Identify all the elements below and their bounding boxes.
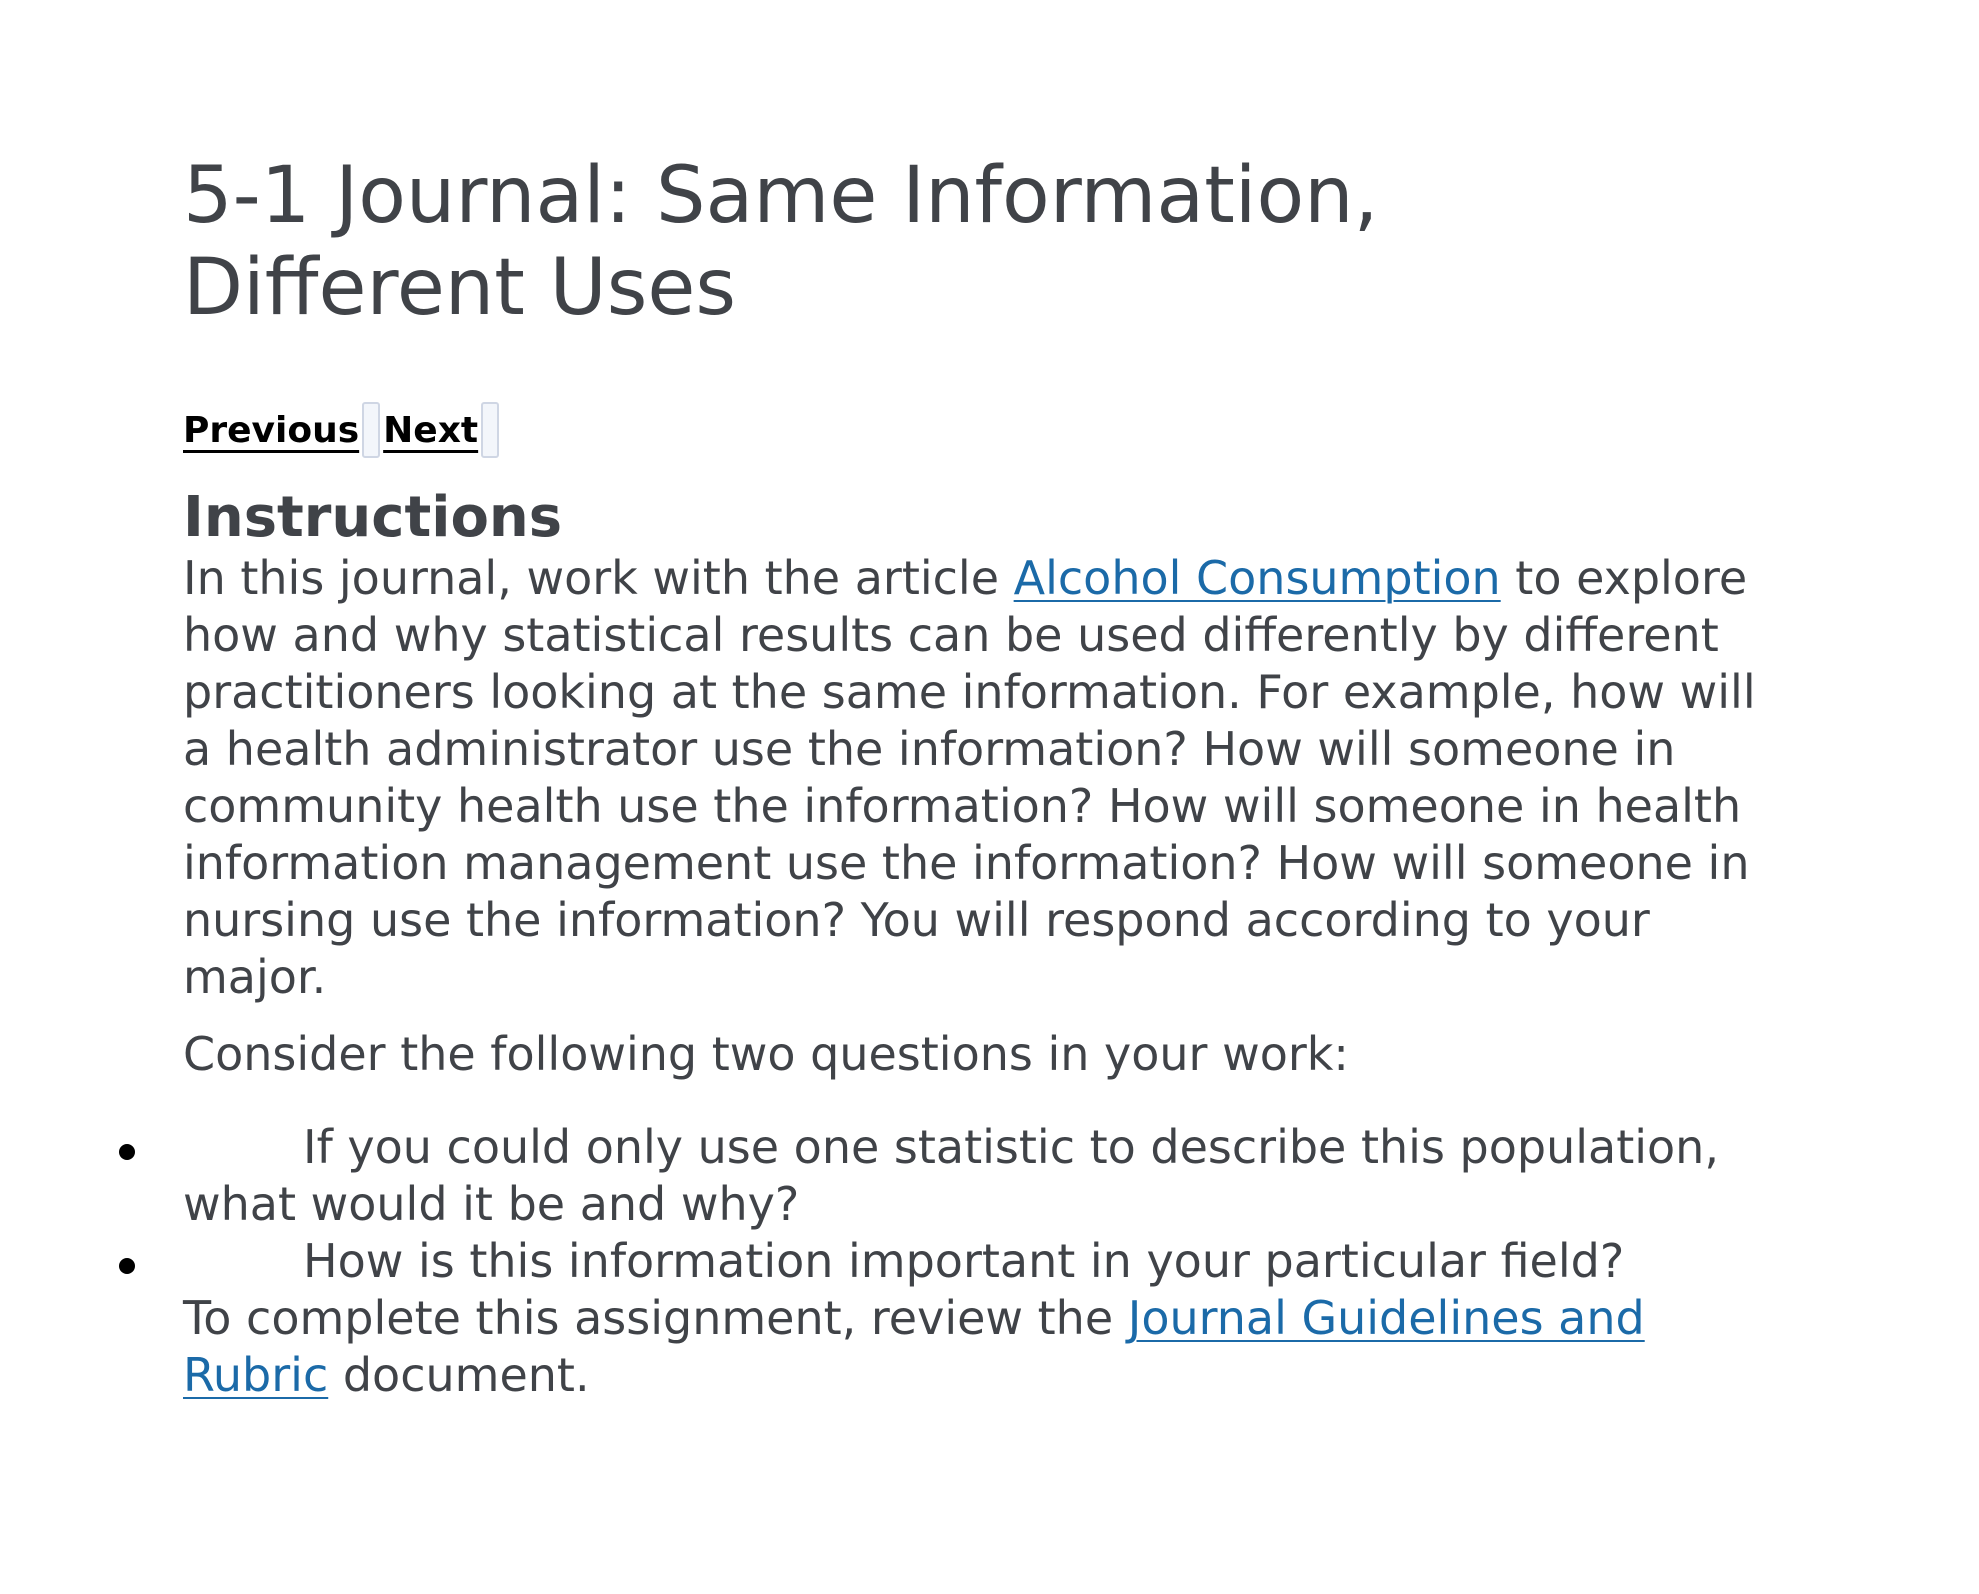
bullet-icon <box>119 1258 135 1274</box>
questions-intro: Consider the following two questions in your work: <box>183 1027 1349 1081</box>
journal-guidelines-link[interactable]: Journal Guidelines and Rubric <box>183 1291 1645 1402</box>
list-item <box>183 1233 1773 1290</box>
previous-link[interactable]: Previous <box>183 409 360 451</box>
next-link[interactable]: Next <box>383 409 479 451</box>
instructions-heading: Instructions <box>183 485 563 550</box>
paragraph-text-before-link: In this journal, work with the article <box>183 551 1014 605</box>
alcohol-consumption-link[interactable]: Alcohol Consumption <box>1013 551 1501 605</box>
closing-text-after-link: document. <box>328 1348 590 1402</box>
bullet-icon <box>119 1144 135 1160</box>
question-text: If you could only use one statistic to describe this population, what would it be and why? <box>183 1120 1719 1231</box>
document-page <box>183 150 1773 1404</box>
question-text: How is this information important in your particular field? <box>303 1234 1625 1288</box>
previous-arrow-icon[interactable] <box>362 402 380 458</box>
paragraph-text-after-link: to explore how and why statistical results can be used differently by different practitioners looking at the same information. For example, how will a health administrator use the information? How will someone in community health use the information? How will someone in health information management use the information? How will someone in nursing use the information? You will respond according to your major. <box>183 551 1756 1004</box>
prev-next-nav <box>183 400 1773 460</box>
closing-paragraph <box>183 1290 1773 1404</box>
closing-text-before-link: To complete this assignment, review the <box>183 1291 1128 1345</box>
list-item <box>183 1119 1773 1233</box>
page-title: 5-1 Journal: Same Information, Different Uses <box>183 151 1379 333</box>
instructions-paragraph <box>183 550 1773 1006</box>
questions-list <box>183 1119 1773 1290</box>
next-arrow-icon[interactable] <box>481 402 499 458</box>
